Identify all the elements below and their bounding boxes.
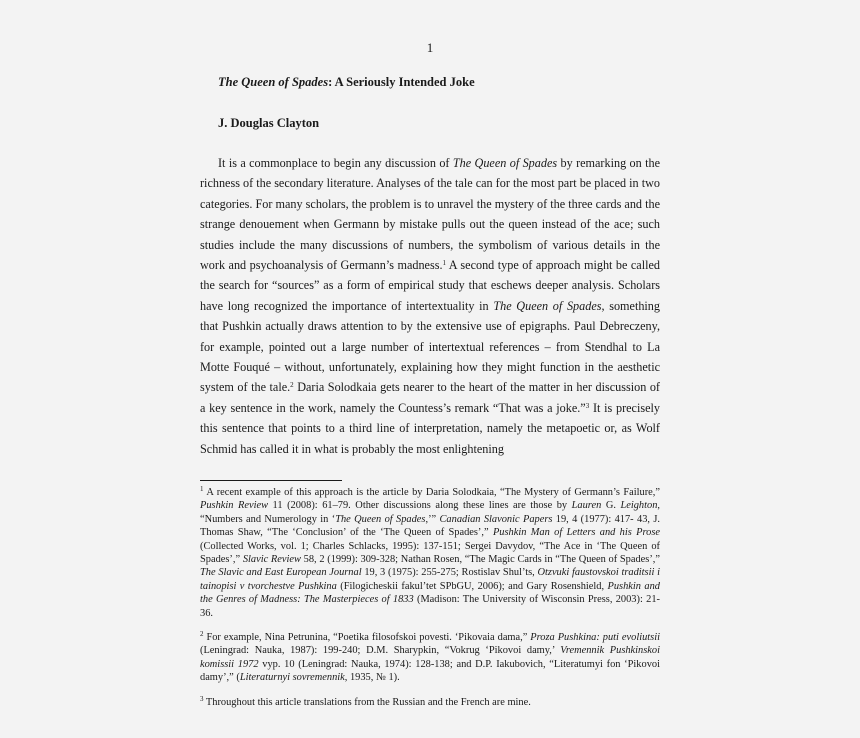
- footnote-text: ,’”: [425, 513, 440, 525]
- footnote-ref: 3: [585, 401, 590, 410]
- footnote-italic: Lauren: [571, 500, 602, 512]
- footnote-text: A recent example of this approach is the article by Daria Solodkaia, “The Mystery of Germann’s Failure,”: [203, 487, 660, 498]
- footnote-text: , 1935, № 1).: [344, 672, 400, 684]
- footnote-text: 11 (2008): 61–79. Other discussions along these lines are those by: [268, 500, 572, 512]
- author-name: J. Douglas Clayton: [218, 116, 320, 130]
- body-text: by remarking on the richness of the secondary literature. Analyses of the tale can for the most part be placed in two categories. For many scholars, the problem is to unravel the mystery of the three cards and the strange denouement when Germann by mistake pulls out the queen instead of the ace; such studies include the many discussions of numbers, the symbolism of various details in the work and psychoanalysis of Germann’s madness.: [200, 156, 660, 273]
- body-text: A second type of approach might be called the search for “sources” as a form of empirical study that eschews deeper analysis. Scholars have long recognized the importance of intertextuality in: [200, 258, 660, 313]
- footnote-number: 3: [200, 694, 204, 703]
- footnote-text: (Madison: The University of Wisconsin Press, 2003): 21-36.: [200, 594, 660, 619]
- footnote-text: (Collected Works, vol. 1; Charles Schlacks, 1995): 137-151; Sergei Davydov, “The Ace in ‘The Queen of Spades’,”: [200, 540, 660, 566]
- footnote-italic: Canadian Slavonic Papers: [439, 513, 553, 525]
- footnote-ref: 2: [290, 381, 294, 390]
- footnote-text: 58, 2 (1999): 309-328; Nathan Rosen, “The Magic Cards in “The Queen of Spades’,”: [300, 554, 660, 566]
- footnote-3: [200, 696, 660, 709]
- body-italic-title: The Queen of Spades: [452, 156, 558, 170]
- footnote-italic: Otzvuki faustovskoi traditsii i tainopisi v tvorchestve Pushkina: [200, 567, 660, 592]
- footnote-text: (Leningrad: Nauka, 1987): 199-240; D.M. Sharypkin, “Vokrug ‘Pikovoi damy,’: [200, 645, 561, 657]
- footnote-italic: Pushkin Review: [200, 500, 269, 512]
- footnote-italic: Literaturnyi sovremennik: [239, 672, 345, 684]
- title-italic: The Queen of Spades: [218, 75, 329, 89]
- footnote-italic: Vremennik Pushkinskoi komissii 1972: [200, 645, 660, 670]
- footnotes: [200, 486, 660, 720]
- footnote-italic: Proza Pushkina: puti evoliutsii: [530, 632, 660, 644]
- footnote-ref: 1: [442, 259, 446, 268]
- footnote-italic: Slavic Review: [242, 554, 301, 566]
- footnote-text: 19, 4 (1977): 417- 43, J. Thomas Shaw, “The ‘Conclusion’ of the ‘The Queen of Spades’,”: [200, 513, 660, 539]
- footnote-italic: Pushkin and the Genres of Madness: The Masterpieces of 1833: [200, 580, 660, 606]
- footnote-text: G.: [601, 500, 621, 512]
- footnote-italic: The Slavic and East European Journal: [200, 567, 362, 579]
- body-italic-title: The Queen of Spades: [493, 298, 602, 313]
- article-title: [218, 75, 475, 90]
- footnote-separator: [200, 480, 342, 481]
- footnote-italic: The Queen of Spades: [335, 513, 426, 525]
- footnote-text: (Filogicheskii fakul’tet SPbGU, 2006); and Gary Rosenshield,: [336, 580, 608, 592]
- footnote-text: , “Numbers and Numerology in ‘: [200, 500, 661, 525]
- footnote-1: [200, 486, 660, 620]
- footnote-text: vyp. 10 (Leningrad: Nauka, 1974): 128-138; and D.P. Iakubovich, “Literatumyi fon ‘Pikovoi damy’,” (: [200, 658, 660, 684]
- footnote-italic: Pushkin Man of Letters and his Prose: [492, 527, 661, 539]
- body-text: It is a commonplace to begin any discussion of: [218, 156, 453, 170]
- footnote-text: For example, Nina Petrunina, “Poetika filosofskoi povesti. ‘Pikovaia dama,”: [203, 632, 531, 644]
- footnote-number: 1: [200, 485, 204, 493]
- footnote-2: [200, 631, 660, 685]
- footnote-italic: Leighton: [620, 500, 658, 512]
- footnote-text: 19, 3 (1975): 255-275; Rostislav Shul’ts,: [361, 567, 538, 579]
- title-rest: : A Seriously Intended Joke: [328, 75, 475, 89]
- footnote-text: Throughout this article translations from the Russian and the French are mine.: [203, 696, 531, 708]
- page-number: 1: [426, 40, 434, 55]
- body-text: Daria Solodkaia gets nearer to the heart of the matter in her discussion of a key sentence in the work, namely the Countess’s remark “That was a joke.”: [200, 380, 660, 415]
- body-text: It is precisely this sentence that points to a third line of interpretation, namely the metapoetic or, as Wolf Schmid has called it in what is probably the most enlightening: [200, 400, 660, 456]
- body-text: , something that Pushkin actually draws attention to by the extensive use of epigraphs. Paul Debreczeny, for example, pointed out a large number of intertextual references – from Stendhal to La Motte Fouqué – without, unfortunately, explaining how they might function in the aesthetic system of the tale.: [200, 298, 660, 395]
- footnote-number: 2: [200, 630, 204, 639]
- body-paragraph: [200, 153, 660, 459]
